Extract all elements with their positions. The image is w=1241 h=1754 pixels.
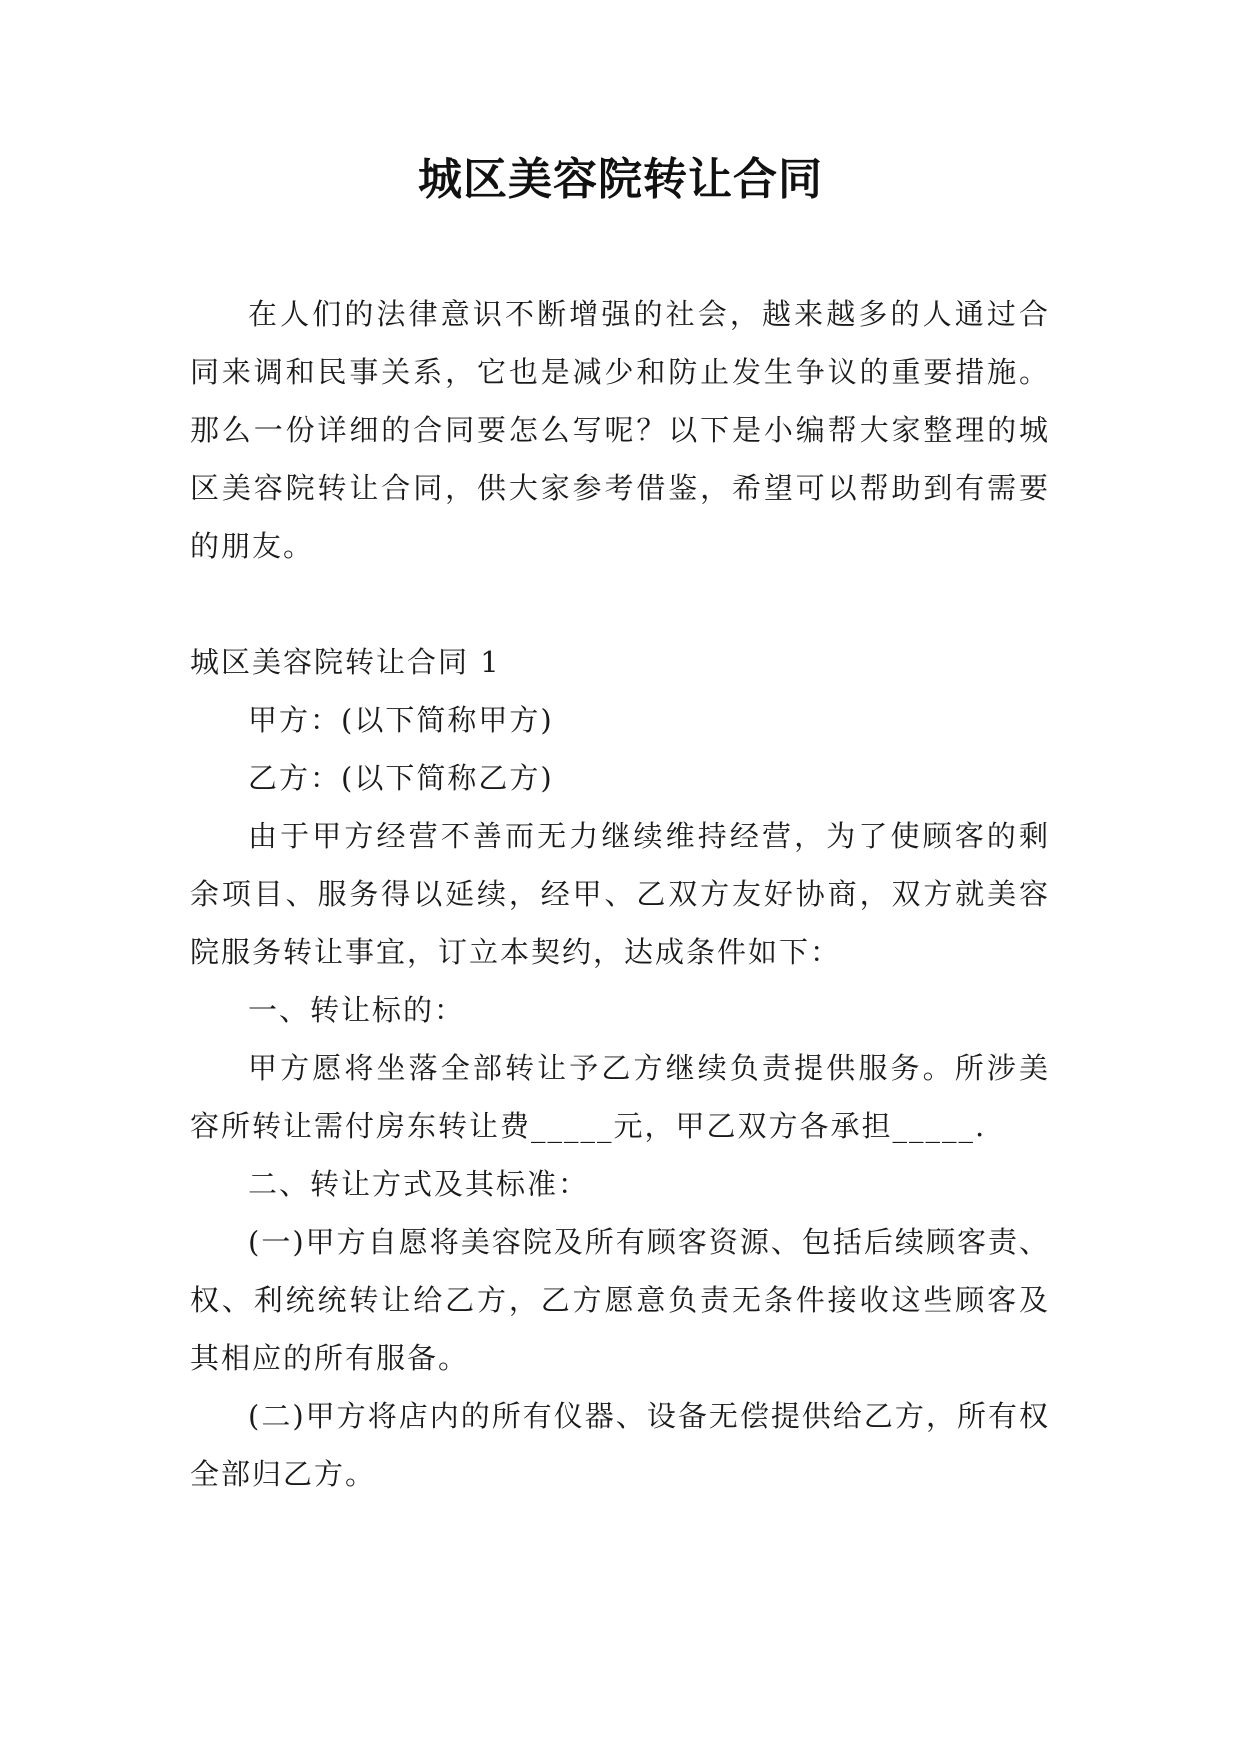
party-b-line: 乙方：(以下简称乙方) — [248, 761, 554, 795]
document-title: 城区美容院转让合同 — [418, 154, 823, 205]
clause-1-heading: 一、转让标的： — [248, 993, 466, 1027]
party-a-line: 甲方：(以下简称甲方) — [248, 703, 554, 737]
preamble-paragraph: 由于甲方经营不善而无力继续维持经营，为了使顾客的剩余项目、服务得以延续，经甲、乙双方友好协商，双方就美容院服务转让事宜，订立本契约，达成条件如下： — [190, 819, 1050, 969]
clause-2-heading: 二、转让方式及其标准： — [248, 1167, 590, 1201]
document-body — [190, 285, 1050, 1503]
clause-1-text: 甲方愿将坐落全部转让予乙方继续负责提供服务。所涉美容所转让需付房东转让费_____元，甲乙双方各承担_____. — [190, 1051, 1050, 1143]
clause-2-item-2: (二)甲方将店内的所有仪器、设备无偿提供给乙方，所有权全部归乙方。 — [190, 1399, 1050, 1491]
clause-2-item-1: (一)甲方自愿将美容院及所有顾客资源、包括后续顾客责、权、利统统转让给乙方，乙方愿意负责无条件接收这些顾客及其相应的所有服备。 — [190, 1225, 1050, 1375]
intro-paragraph: 在人们的法律意识不断增强的社会，越来越多的人通过合同来调和民事关系，它也是减少和防止发生争议的重要措施。那么一份详细的合同要怎么写呢？以下是小编帮大家整理的城区美容院转让合同，供大家参考借鉴，希望可以帮助到有需要的朋友。 — [190, 297, 1050, 563]
section-heading: 城区美容院转让合同 1 — [190, 645, 501, 679]
paragraph-spacer — [190, 575, 1050, 633]
